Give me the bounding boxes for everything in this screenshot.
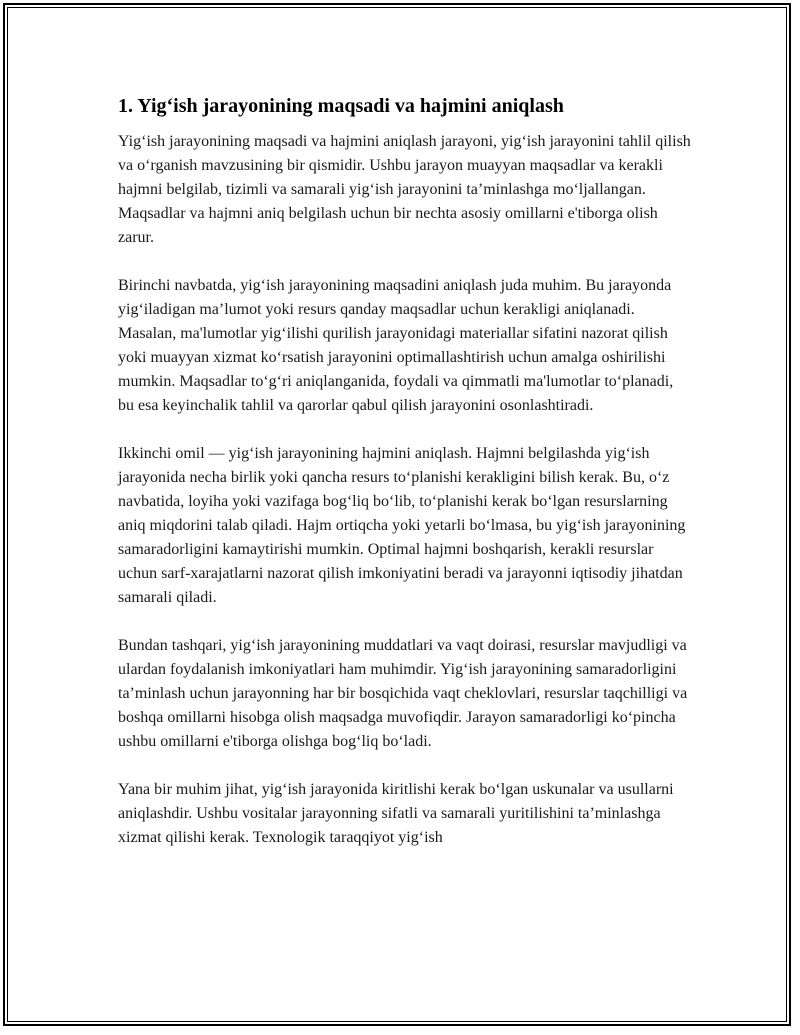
section-heading: 1. Yig‘ish jarayonining maqsadi va hajmini aniqlash [118,95,564,117]
paragraph-2: Birinchi navbatda, yig‘ish jarayonining maqsadini aniqlash juda muhim. Bu jarayonda yig‘iladigan ma’lumot yoki resurs qanday maqsadlar uchun kerakligi aniqlanadi. Masalan, ma'lumotlar yig‘ilishi qurilish jarayonidagi materiallar sifatini nazorat qilish yoki muayyan xizmat ko‘rsatish jarayonini optimallashtirish uchun amalga oshirilishi mumkin. Maqsadlar to‘g‘ri aniqlanganida, foydali va qimmatli ma'lumotlar to‘planadi, bu esa keyinchalik tahlil va qarorlar qabul qilish jarayonini osonlashtiradi. [118,277,674,414]
paragraph-4: Bundan tashqari, yig‘ish jarayonining muddatlari va vaqt doirasi, resurslar mavjudligi va ulardan foydalanish imkoniyatlari ham muhimdir. Yig‘ish jarayonining samaradorligini ta’minlash uchun jarayonning har bir bosqichida vaqt cheklovlari, resurslar taqchilligi va boshqa omillarni hisobga olish maqsadga muvofiqdir. Jarayon samaradorligi ko‘pincha ushbu omillarni e'tiborga olishga bog‘liq bo‘ladi. [118,637,688,750]
paragraph-3: Ikkinchi omil — yig‘ish jarayonining hajmini aniqlash. Hajmni belgilashda yig‘ish jarayonida necha birlik yoki qancha resurs to‘planishi kerakligini bilish kerak. Bu, o‘z navbatida, loyiha yoki vazifaga bog‘liq bo‘lib, to‘planishi kerak bo‘lgan resurslarning aniq miqdorini talab qiladi. Hajm ortiqcha yoki yetarli bo‘lmasa, bu yig‘ish jarayonining samaradorligini kamaytirishi mumkin. Optimal hajmni boshqarish, kerakli resurslar uchun sarf-xarajatlarni nazorat qilish imkoniyatini beradi va jarayonni iqtisodiy jihatdan samarali qiladi. [118,445,686,606]
paragraph-1: Yig‘ish jarayonining maqsadi va hajmini aniqlash jarayoni, yig‘ish jarayonini tahlil qilish va o‘rganish mavzusining bir qismidir. Ushbu jarayon muayyan maqsadlar va kerakli hajmni belgilab, tizimli va samarali yig‘ish jarayonini ta’minlashga mo‘ljallangan. Maqsadlar va hajmni aniq belgilash uchun bir nechta asosiy omillarni e'tiborga olish zarur. [118,133,691,246]
document-body [118,92,693,874]
paragraph-5: Yana bir muhim jihat, yig‘ish jarayonida kiritlishi kerak bo‘lgan uskunalar va usullarni aniqlashdir. Ushbu vositalar jarayonning sifatli va samarali yuritilishini ta’minlashga xizmat qilishi kerak. Texnologik taraqqiyot yig‘ish [118,781,674,846]
